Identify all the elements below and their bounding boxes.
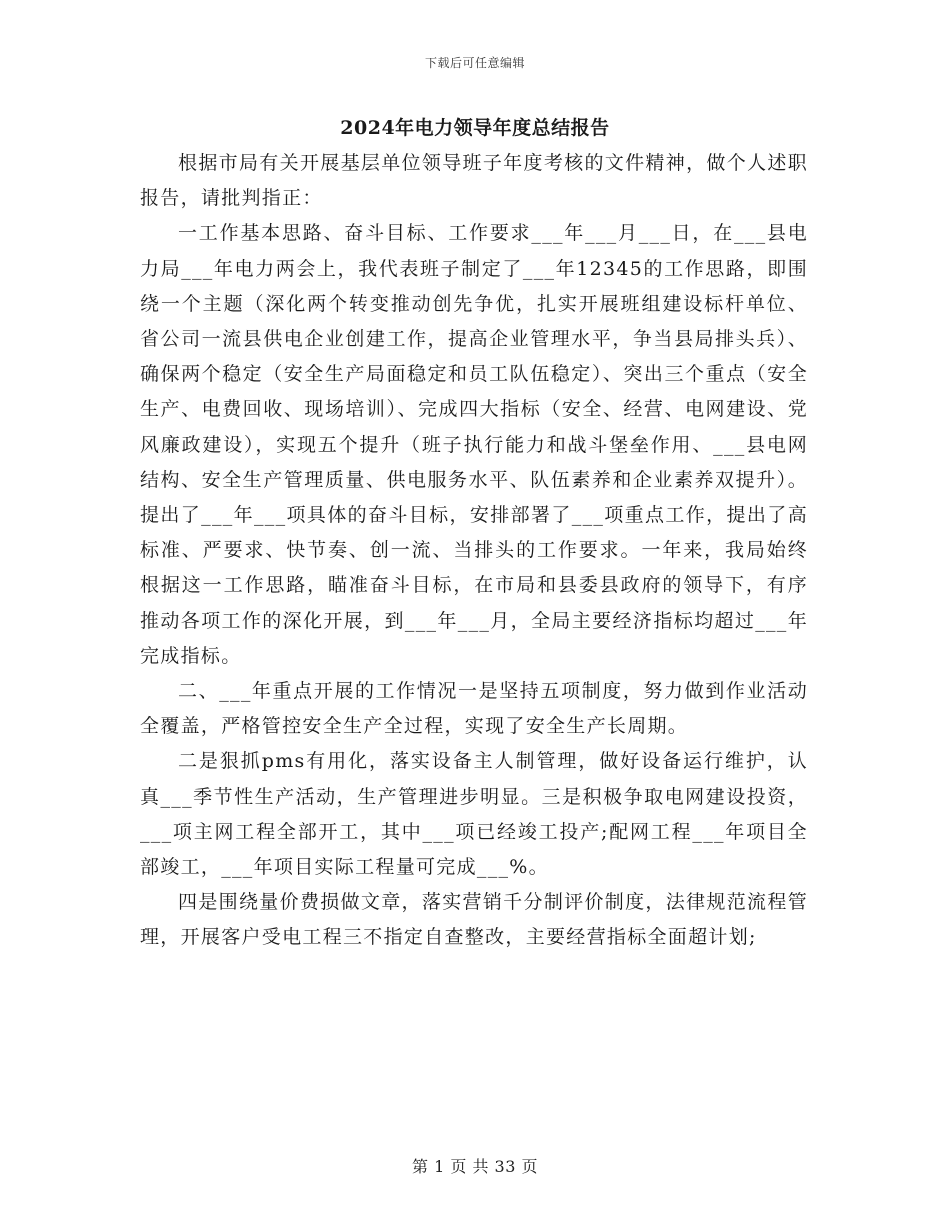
page-number: 第 1 页 共 33 页 bbox=[412, 1157, 538, 1176]
document-body bbox=[140, 146, 808, 956]
paragraph-marketing: 四是围绕量价费损做文章，落实营销千分制评价制度，法律规范流程管理，开展客户受电工程三不指定自查整改，主要经营指标全面超计划; bbox=[140, 891, 808, 949]
page-header-note: 下载后可任意编辑 bbox=[424, 56, 525, 70]
document-title: 2024年电力领导年度总结报告 bbox=[340, 117, 610, 139]
paragraph-intro: 根据市局有关开展基层单位领导班子年度考核的文件精神，做个人述职报告，请批判指正： bbox=[140, 152, 808, 210]
paragraph-key-work: 二、___年重点开展的工作情况一是坚持五项制度，努力做到作业活动全覆盖，严格管控安全生产全过程，实现了安全生产长周期。 bbox=[140, 680, 808, 738]
paragraph-pms-investment: 二是狠抓pms有用化，落实设备主人制管理，做好设备运行维护，认真___季节性生产活动，生产管理进步明显。三是积极争取电网建设投资，___项主网工程全部开工，其中___项已经竣工投产;配网工程___年项目全部竣工，___年项目实际工程量可完成___%。 bbox=[140, 750, 808, 879]
paragraph-work-ideas: 一工作基本思路、奋斗目标、工作要求___年___月___日，在___县电力局___年电力两会上，我代表班子制定了___年12345的工作思路，即围绕一个主题（深化两个转变推动创先争优，扎实开展班组建设标杆单位、省公司一流县供电企业创建工作，提高企业管理水平，争当县局排头兵）、确保两个稳定（安全生产局面稳定和员工队伍稳定）、突出三个重点（安全生产、电费回收、现场培训）、完成四大指标（安全、经营、电网建设、党风廉政建设），实现五个提升（班子执行能力和战斗堡垒作用、___县电网结构、安全生产管理质量、供电服务水平、队伍素养和企业素养双提升）。提出了___年___项具体的奋斗目标，安排部署了___项重点工作，提出了高标准、严要求、快节奏、创一流、当排头的工作要求。一年来，我局始终根据这一工作思路，瞄准奋斗目标，在市局和县委县政府的领导下，有序推动各项工作的深化开展，到___年___月，全局主要经济指标均超过___年完成指标。 bbox=[140, 222, 808, 667]
